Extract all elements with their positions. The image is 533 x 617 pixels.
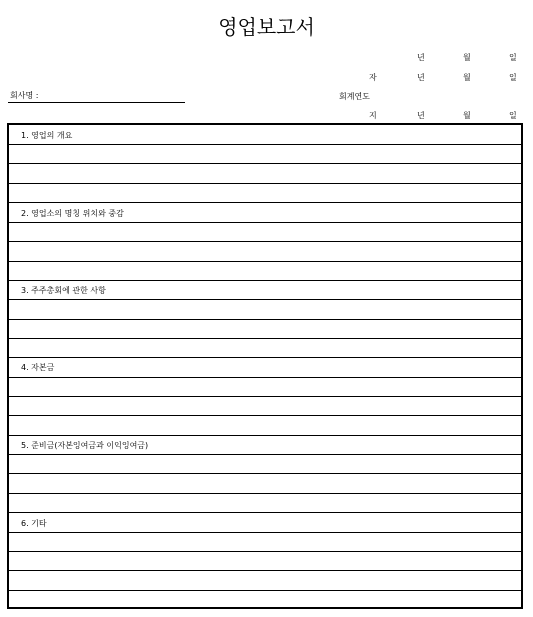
rule-line: [9, 299, 521, 300]
rule-line: [9, 435, 521, 436]
rule-line: [9, 590, 521, 591]
rule-line: [9, 357, 521, 358]
period-from-label: 자: [369, 73, 377, 82]
rule-line: [9, 454, 521, 455]
company-name-line: [8, 102, 185, 103]
fiscal-year-label: 회계연도: [339, 92, 370, 101]
rule-line: [9, 261, 521, 262]
rule-line: [9, 532, 521, 533]
rule-line: [9, 512, 521, 513]
rule-line: [9, 415, 521, 416]
row1-day: 일: [509, 53, 517, 62]
rule-line: [9, 222, 521, 223]
rule-line: [9, 551, 521, 552]
from-month: 월: [463, 73, 471, 82]
rule-line: [9, 280, 521, 281]
row1-month: 월: [463, 53, 471, 62]
rule-line: [9, 473, 521, 474]
report-body-box: [7, 123, 523, 609]
from-day: 일: [509, 73, 517, 82]
rule-line: [9, 570, 521, 571]
section-heading-1: 1. 영업의 개요: [21, 131, 73, 140]
to-month: 월: [463, 111, 471, 120]
section-heading-5: 5. 준비금(자본잉여금과 이익잉여금): [21, 441, 149, 450]
section-heading-2: 2. 영업소의 명칭 위치와 중감: [21, 209, 124, 218]
to-day: 일: [509, 111, 517, 120]
rule-line: [9, 493, 521, 494]
company-name-label: 회사명 :: [10, 91, 39, 100]
rule-line: [9, 183, 521, 184]
section-heading-4: 4. 자본금: [21, 363, 55, 372]
rule-line: [9, 202, 521, 203]
rule-line: [9, 144, 521, 145]
period-to-label: 지: [369, 111, 377, 120]
section-heading-3: 3. 주주총회에 관한 사항: [21, 286, 106, 295]
document-title: 영업보고서: [218, 15, 315, 39]
rule-line: [9, 241, 521, 242]
rule-line: [9, 163, 521, 164]
rule-line: [9, 396, 521, 397]
rule-line: [9, 338, 521, 339]
from-year: 년: [417, 73, 425, 82]
section-heading-6: 6. 기타: [21, 519, 47, 528]
rule-line: [9, 319, 521, 320]
row1-year: 년: [417, 53, 425, 62]
rule-line: [9, 377, 521, 378]
to-year: 년: [417, 111, 425, 120]
